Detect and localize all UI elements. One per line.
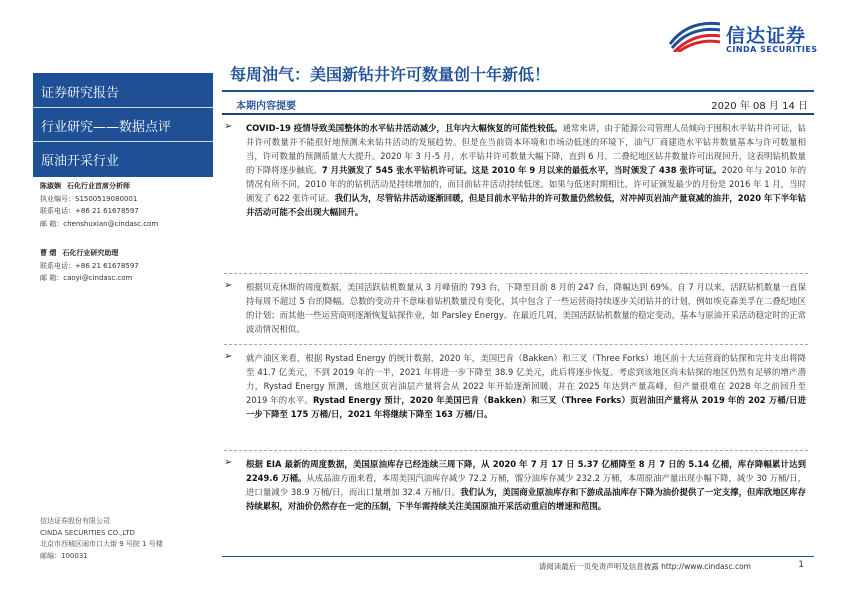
- arrow-bullet-icon: ➢: [224, 457, 233, 468]
- text-span: 根据贝克休斯的周度数据，美国活跃钻机数量从 3 月峰值的 793 台，下降至目前 8 月的 247 台，降幅达到 69%。自 7 月以来，活跃钻机数量一直保持每周不超过 5 台的降幅。总数的变动并不意味着钻机数量没有变化，其中包含了一些运营商持续逐步关闭钻井的计划，例如埃克森美孚在二叠纪地区的计划；而其他一些运营商则逐渐恢复钻探作业，如 Parsley Energy。在最近几周，美国活跃钻机数量的稳定变动，基本与原油开采活动稳定时的正常波动情况相似。: [246, 282, 806, 334]
- company-name-cn: 信达证券股份有限公司: [40, 517, 110, 525]
- bold-text-span: 我们认为，美国商业原油库存和下游成品油库存下降为油价提供了一定支撑，但库欣地区库存持续累积，对油价仍然存在一定的压制，下半年需持续关注美国原油开采活动重启的增速和范围。: [246, 487, 806, 511]
- text-span: 从成品油方面来看，本周美国汽油库存减少 72.2 万桶，馏分油库存减少 232.2 万桶，本周原油产量出现小幅下降，减少 30 万桶/日，进口量减少 38.9 万桶/日，而出口量增加 32.4 万桶/日。: [246, 473, 806, 497]
- analyst-name: 陈淑娴: [40, 182, 61, 190]
- company-logo: [668, 18, 818, 58]
- text-span: 通常来讲，由于能源公司管理人员倾向于囤积水平钻井许可证，钻井许可数量并不能很好地预测未来钻井活动的发展趋势。但是在当前资本环境和市场动低迷的环境下，油气厂商建造水平钻井数量基本与许可数量相当，许可数量的预测质量大大提升。2020 年 3 月-5 月，水平钻井许可数量大幅下降，直到 6 月，二叠纪地区钻井数量许可出现回升，这表明钻机数量的下降将逐步触底。: [246, 123, 806, 175]
- analyst-email: 邮 箱：chenshuxian@cindasc.com: [40, 219, 159, 228]
- analyst-phone: 联系电话：+86 21 61678597: [40, 261, 139, 270]
- sidebar-divider: [33, 107, 213, 108]
- sidebar-item-research-type: 行业研究——数据点评: [41, 120, 172, 135]
- bullet-separator: [224, 273, 808, 274]
- arrow-bullet-icon: ➢: [224, 351, 233, 362]
- page-number: 1: [798, 560, 804, 570]
- bold-text-span: 7 月共颁发了 545 张水平钻机许可证。这是 2010 年 9 月以来的最低水平，当时颁发了 438 张许可证。: [321, 165, 722, 175]
- footer-disclaimer: 请阅读最后一页免责声明及信息披露 http://www.cindasc.com: [538, 562, 751, 571]
- text-span: 就产油区来看，根据 Rystad Energy 的统计数据，2020 年，美国巴肯（Bakken）和三叉（Three Forks）地区前十大运营商的钻探和完井支出将降至 41.7 亿美元，不到 2019 年的一半，2021 年将进一步下降至 38.9 亿美元，此后将逐步恢复。考虑到该地区尚未钻探的地区仍然有足够的增产潜力，Rystad Energy 预测，该地区页岩油层产量将会从 2022 年开始逐渐回暖，并在 2025 年达到产量高峰，但产量很难在 2028 年之前回升至 2019 年的水平。: [246, 353, 806, 405]
- sidebar-divider: [33, 141, 213, 142]
- analyst-title: 石化行业首席分析师: [67, 182, 130, 190]
- analyst-email: 邮 箱：caoyi@cindasc.com: [40, 274, 133, 282]
- bold-text-span: 根据 EIA 最新的周度数据，美国原油库存已经连续三周下降，从 2020 年 7 月 17 日 5.37 亿桶降至 8 月 7 日的 5.14 亿桶，库存降幅累计达到 2249.6 万桶。: [246, 459, 806, 483]
- section-divider: [222, 113, 814, 115]
- arrow-bullet-icon: ➢: [224, 121, 233, 132]
- bold-text-span: 我们认为，尽管钻井活动逐渐回暖，但是目前水平钻井的许可数量仍然较低，对冲掉页岩油产量衰减的油井，2020 年下半年钻井活动可能不会出现大幅回升。: [246, 193, 806, 217]
- logo-swoosh-icon: [668, 18, 722, 52]
- section-heading: 本期内容提要: [236, 101, 296, 112]
- text-span: 2020 年与 2010 年的情况有所不同，2010 年的的钻机活动是持续增加的，而目前钻井活动持续低迷。如果与低迷时期相比，许可证颁发最少的月份是 2016 年 1 月，当时颁发了 622 张许可证。: [246, 165, 807, 203]
- bold-text-span: COVID-19 疫情导致美国整体的水平钻井活动减少，且年内大幅恢复的可能性较低。: [246, 123, 563, 133]
- bullet-text: [246, 121, 806, 219]
- sidebar-item-industry: 原油开采行业: [41, 154, 120, 169]
- company-name-en: CINDA SECURITIES CO.,LTD: [40, 528, 135, 537]
- arrow-bullet-icon: ➢: [224, 280, 233, 291]
- company-address: 北京市西城区闹市口大街 9 号院 1 号楼: [40, 540, 163, 548]
- footer-divider: [222, 556, 814, 557]
- bullet-text: [246, 280, 806, 336]
- analyst-title: 石化行业研究助理: [62, 249, 119, 257]
- company-info: [40, 516, 163, 562]
- report-title: 每周油气：美国新钻井许可数量创十年新低！: [230, 65, 551, 84]
- analyst-license: 执业编号：S1500519080001: [40, 194, 138, 203]
- title-divider: [222, 90, 814, 92]
- analyst-phone: 联系电话：+86 21 61678597: [40, 207, 139, 215]
- report-category-panel: [33, 73, 213, 177]
- bullet-separator: [224, 344, 808, 345]
- sidebar-item-report-type: 证券研究报告: [41, 86, 120, 101]
- analyst-card-1: [40, 180, 158, 230]
- bold-text-span: Rystad Energy 预计，2020 年美国巴肯（Bakken）和三叉（Three Forks）页岩油田产量将从 2019 年的 202 万桶/日进一步下降至 175 万桶/日，2021 年将继续下降至 163 万桶/日。: [246, 395, 806, 419]
- logo-text-cn: 信达证券: [726, 25, 807, 47]
- analyst-name: 曹 熠: [40, 249, 57, 257]
- company-postcode: 邮编：100031: [40, 551, 88, 560]
- logo-text-en: CINDA SECURITIES: [726, 45, 818, 54]
- bullet-text: [246, 457, 806, 513]
- bullet-text: [246, 351, 806, 421]
- bullet-separator: [224, 450, 808, 451]
- analyst-card-2: [40, 247, 139, 285]
- report-date: 2020 年 08 月 14 日: [711, 101, 808, 112]
